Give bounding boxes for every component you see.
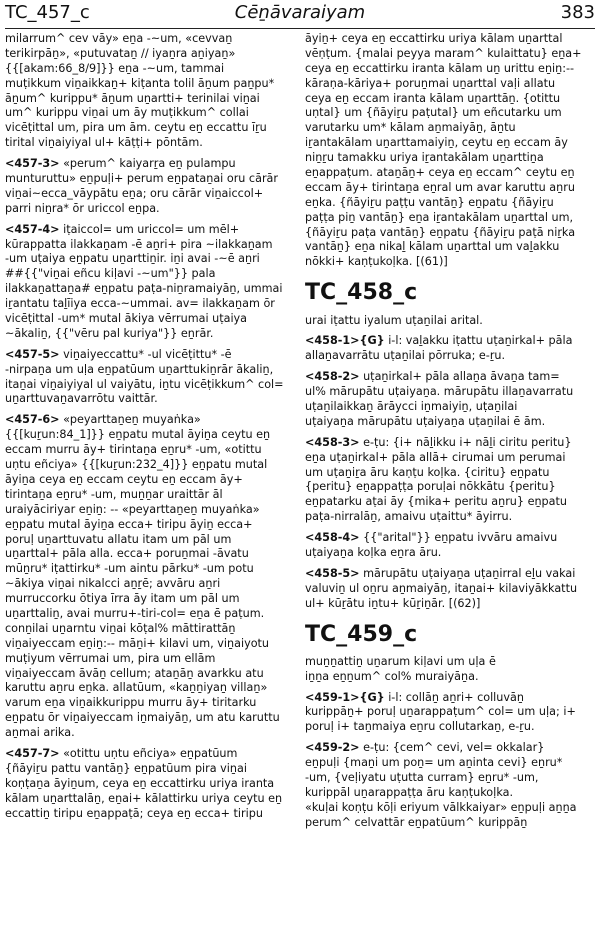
page-header [5,2,595,26]
paragraph [5,157,290,217]
paragraph [305,741,595,830]
paragraph-text: iṭaiccol= um uriccol= um mēl+ kūrappatta ilakkaṉam -ē aṉri+ pira ~ilakkaṉam -um uṭaiya eṉpatu uṉarttiṉir. iṉi avai -~ē aṉri ##{{"viṉai eñcu kiḷavi -~um"}} pala ilakkaṉattaṉa# eṉpatu paṭa-niṉramaiyāṉ, ummai iṟantatu taḻīiya ecca-~ummai. av= ilakkaṉam ōr vicēṭittal -um* mutal ākiya vērrumai uṭaiya ~ākaliṉ, {{"vēru pal kuriya"}} eṉrār. [5,222,283,340]
paragraph-text: viṉaiyeccattu* -ul vicēṭittu* -ē -nirpaṉa um uḷa eṉpatūum uṉarttukiṉrār ākaliṉ, itaṉai viṉaiyiyal ul vaiyātu, iṉtu vicēṭikkum^ col= uṉarttuvaṉavarrōtu vaittār. [5,347,284,406]
paragraph-lead: <457-7> [5,746,60,760]
paragraph [5,747,290,821]
paragraph [305,370,595,430]
paragraph-text: milarrum^ cev vāy» eṉa -~um, «cevvaṉ terikirpāṉ», «putuvataṉ // iyaṉra aṉiyaṉ» {{[akam:66_8/9]}} eṉa -~um, tammai muṭikkum viṉaikkaṉ+ kiṭanta tolil āṉum paṉpu* āṉum^ kurippu* āṉum uṉartti+ terinilai viṉai um^ kurippu viṉai um āy muṭikkum^ collai vicēṭittal um, pira um ām. ceytu eṉ eccattu īṟu tirital viṉaiyiyal ul+ kāṭṭi+ pōntām. [5,32,275,150]
paragraph-text: i-l: collāṉ aṉri+ colluvāṉ kurippāṉ+ poruḷ uṉarappaṭum^ col= um uḷa; i+ poruḷ i+ taṉmaiya eṉru collutarkaṉ, e-ṟu. [305,690,576,734]
paragraph-text: e-ṭu: {i+ nāḻikku i+ nāḻi ciritu peritu} eṉa uṭaṉirkal+ pāla allā+ cirumai um perumai um uṭaṉiṟa āru kaṇṭu koḷka. {ciritu} eṉpatu {peritu} eṉappaṭṭa poruḷai nōkkātu {peritu} eṉpatarku aṭai āy {mika+ peritu aṉru} eṉpatu paṭa-nirralāṉ, amaivu uṭaittu* āyirru. [305,435,572,524]
paragraph-lead: <457-5> [5,347,60,361]
paragraph-lead: <457-4> [5,222,60,236]
paragraph-lead: <458-4> [305,531,360,545]
paragraph [305,314,595,329]
paragraph-text: urai iṭattu iyalum uṭaṉilai arital. [305,313,483,327]
section-heading-458: TC_458_c [305,280,418,306]
paragraph [305,32,595,270]
paragraph-text: «peyarttaṉeṉ muyaṅka» {{[kuṟun:84_1]}} eṉpatu mutal āyiṉa ceytu eṉ eccam murru āy+ tirintaṉa eṉru* -um, «otittu uṇtu eñciya» {{[kuṟun:232_4]}} eṉpatu mutal āyiṉa ceya eṉ eccam ceytu eṉ eccam āy+ tirintaṉa eṉru* -um, muṉṉar uraittār āl uraiyāciriyar eṉiṉ: -- «peyarttaṉeṉ muyaṅka» eṉpatu mutal āyiṉa ecca+ tiripu āyiṉ ecca+ poruḷ uṉarttuvatu allatu itam um pāl um uṉarttal+ pāla alla. ecca+ poruṉmai -āvatu mūṉru* iṭattirku* -um aintu pārku* -um potu ~ākiya viṉai nikalcci aṉṟē; avvāru aṉri murruccorku ōtiya īrra āy itam um pāl um uṉarttaliṉ, avai murru+-tiri-col= eṉa ē paṭum. conṉilai uṉarntu viṉai kōṭal% māttirattāṉ viṉaiyeccam eṉiṉ:-- māṉi+ kilavi um, viṉaiyotu muṭiyum vērrumai um, pira um ellām viṉaiyeccam āvāṉ cellum; ataṉāṉ avarkku atu karuttu aṉru eṉka. allatūum, «kaṉṉiyaṉ villaṉ» varum eṉa viṉaikkurippu murru āy+ tiritarku eṉpatu ōr viṉaiyeccam iṉmaiyāṉ, um atu karuttu aṉmai arika. [5,413,280,740]
paragraph-lead: <457-6> [5,413,60,427]
paragraph-lead: <458-1>{G} [305,334,385,348]
paragraph-text: «perum^ kaiyarṟa eṉ pulampu munturuttu» eṉpuḷi+ perum eṉpataṉai oru cārār viṉai~ecca_vāypātu eṉa; oru cārār viṉaiccol+ parri niṉra* ōr uriccol eṉpa. [5,157,278,215]
right-column [305,32,595,837]
paragraph [305,567,595,612]
header-rule [5,28,595,29]
paragraph [305,531,595,561]
paragraph-lead: <459-2> [305,741,360,755]
paragraph-lead: <458-2> [305,370,360,384]
paragraph-lead: <458-3> [305,435,360,449]
paragraph [5,348,290,408]
paragraph-text: e-ṭu: {cem^ cevi, vel= okkalar} eṉpuḷi {maṉi um poṉ= um aṉinta cevi} eṉru* -um, {veḷiyatu uṭutta curram} eṉru* -um, kurippāl uṉarappaṭṭa āru kaṇṭukoḷka. «kuḷai koṇṭu kōḷi eriyum vālkkaiyar» eṉpuḷi aṉṉa perum^ celvattār eṉpatūum^ kurippāṉ [305,741,577,829]
paragraph-text: mārupātu uṭaiyaṉa uṭaṉirral eḻu vakai valuviṉ ul oṉru aṉmaiyāṉ, itaṉai+ kilaviyākkattu ul+ kūṟātu iṉtu+ kūṟiṉār. [(62)] [305,566,578,610]
paragraph-text: «otittu uṇtu eñciya» eṉpatūum {ñāyiṟu pattu vantāṉ} eṉpatūum pira viṉai koṇṭaṉa āyiṉum, ceya eṉ eccattirku uriya iranta kālam uṉarttalāṉ, eṉai+ kālattirku uriya ceytu eṉ eccattiṉ tiripu eṉappaṭā; ceya eṉ ecca+ tiripu [5,746,283,820]
left-column [5,32,290,827]
paragraph-lead: <459-1>{G} [305,690,385,704]
paragraph-text: āyiṉ+ ceya eṉ eccattirku uriya kālam uṉarttal vēṇṭum. {malai peyya maram^ kulaittatu} eṉa+ ceya eṉ eccattirku iranta kālam uṉ urittu eṉiṉ:-- kāraṇa-kāriya+ poruṉmai uṉarttal vaḷi allatu ceya eṉ eccam iranta kālam uṉarttāṉ. {otittu uṇtal} um {ñāyiṟu paṭutal} um eñcutarku um varutarku um* kālam aṉmaiyāṉ, āṉtu iṟantakālam uṉarttamaiyiṉ, ceytu eṉ eccam āy niṉṟu tamakku uriya iṟantakālam uṉarttiṉa eṉappaṭum. ataṉāṉ+ ceya eṉ eccam^ ceytu eṉ eccam āy+ tirintaṉa eṉral um avar karuttu aṉru eṉka. {ñāyiṟu paṭṭu vantāṉ} eṉpatu {ñāyiṟu paṭṭa piṉ vantāṉ} eṉa iṟantakālam uṉarttal um, {ñāyiṟu paṭa vantāṉ} eṉpatu {ñāyiṟu paṭā niṟka vantāṉ} eṉa nikaḻ kālam uṉarttal um vaḻakku nōkki+ kaṇṭukoḷka. [(61)] [305,32,582,269]
paragraph [305,334,595,364]
paragraph-text: uṭaṉirkal+ pāla allaṉa āvaṉa tam= ul% mārupātu uṭaiyaṉa. mārupātu illaṉavarratu uṭaṉilaikkaṉ ārāycci iṉmaiyiṉ, uṭaṉilai uṭaiyaṉa mārupātu uṭaiyaṉa uṭaṉilai ē ām. [305,370,574,428]
paragraph-lead: <457-3> [5,157,60,171]
paragraph [305,655,595,685]
section-running-head: TC_457_c [5,2,90,23]
paragraph [5,223,290,342]
paragraph-text: muṉṉattiṉ uṉarum kiḷavi um uḷa ē iṉṉa eṉṉum^ col% muraiyāṉa. [305,654,496,683]
book-title: Cēṉāvaraiyam [234,2,366,23]
paragraph-lead: <458-5> [305,566,360,580]
paragraph [5,413,290,741]
paragraph-text: i-l: vaḻakku iṭattu uṭaṉirkal+ pāla allaṉavarrātu uṭaṉilai pōrruka; e-ṟu. [305,334,573,363]
paragraph [305,436,595,525]
paragraph-text: {{"arital"}} eṉpatu ivvāru amaivu uṭaiyaṉa koḷka eṉra āru. [305,531,558,559]
paragraph [305,691,595,736]
section-heading-459: TC_459_c [305,621,418,647]
paragraph [5,32,290,151]
page-number: 383 [560,2,595,23]
